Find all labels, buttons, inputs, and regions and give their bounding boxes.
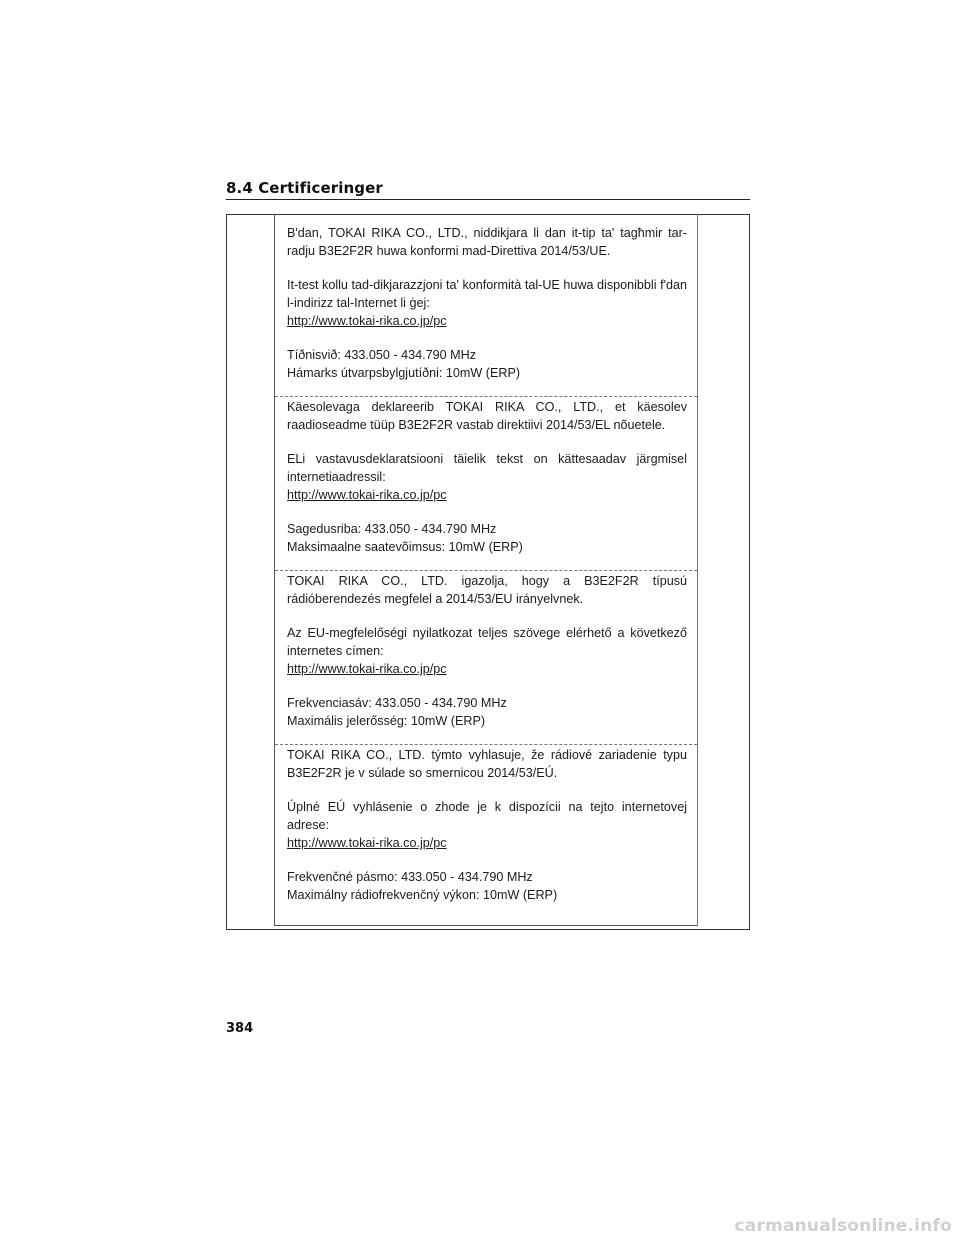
declaration-availability: ELi vastavusdeklaratsiooni täielik tekst on kättesaadav järgmisel internetiaadressil: [287,452,687,484]
declaration-availability: It-test kollu tad-dikjarazzjoni ta' konformità tal-UE huwa disponibbli f'dan l-indirizz tal-Internet li ġej: [287,278,687,310]
section-divider [275,744,697,745]
frequency-band: Frekvenciasáv: 433.050 - 434.790 MHz [287,696,507,710]
declaration-link[interactable]: http://www.tokai-rika.co.jp/pc [287,314,447,328]
max-power: Maksimaalne saatevõimsus: 10mW (ERP) [287,540,523,554]
section-title: 8.4 Certificeringer [226,179,383,197]
max-power: Maximálny rádiofrekvenčný výkon: 10mW (ERP) [287,888,558,902]
declaration-estonian [287,398,687,556]
declaration-statement: TOKAI RIKA CO., LTD. týmto vyhlasuje, že rádiové zariadenie typu B3E2F2R je v súlade so smernicou 2014/53/EÚ. [287,748,687,780]
watermark: carmanualsonline.info [734,1216,952,1236]
declaration-maltese [287,224,687,382]
declaration-availability: Az EU-megfelelőségi nyilatkozat teljes szövege elérhető a következő internetes címen: [287,626,687,658]
header-rule [226,199,750,200]
declaration-slovak [287,746,687,904]
declaration-hungarian [287,572,687,730]
max-power: Maximális jelerősség: 10mW (ERP) [287,714,486,728]
declaration-statement: Käesolevaga deklareerib TOKAI RIKA CO., LTD., et käesolev raadioseadme tüüp B3E2F2R vastab direktiivi 2014/53/EL nõuetele. [287,400,687,432]
declaration-link[interactable]: http://www.tokai-rika.co.jp/pc [287,488,447,502]
declaration-link[interactable]: http://www.tokai-rika.co.jp/pc [287,662,447,676]
frequency-band: Frekvenčné pásmo: 433.050 - 434.790 MHz [287,870,533,884]
declarations-box [274,214,698,926]
frequency-band: Sagedusriba: 433.050 - 434.790 MHz [287,522,497,536]
section-divider [275,396,697,397]
page-number: 384 [226,1021,254,1036]
declaration-link[interactable]: http://www.tokai-rika.co.jp/pc [287,836,447,850]
section-divider [275,570,697,571]
declaration-availability: Úplné EÚ vyhlásenie o zhode je k dispozícii na tejto internetovej adrese: [287,800,687,832]
max-power: Hámarks útvarpsbylgjutíðni: 10mW (ERP) [287,366,521,380]
declaration-statement: TOKAI RIKA CO., LTD. igazolja, hogy a B3E2F2R típusú rádióberendezés megfelel a 2014/53/EU irányelvnek. [287,574,687,606]
frequency-band: Tíðnisvið: 433.050 - 434.790 MHz [287,348,477,362]
declaration-statement: B'dan, TOKAI RIKA CO., LTD., niddikjara li dan it-tip ta' tagħmir tar-radju B3E2F2R huwa konformi mad-Direttiva 2014/53/UE. [287,226,687,258]
